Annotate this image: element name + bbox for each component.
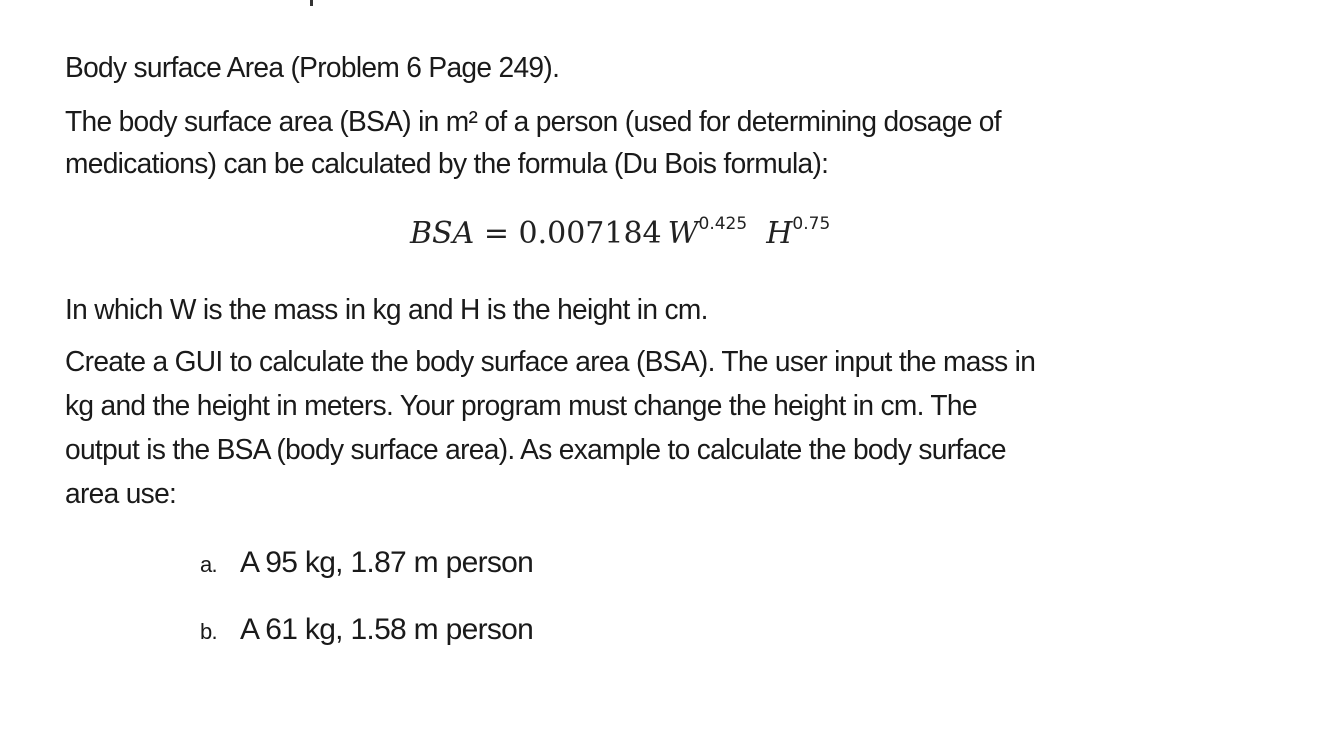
formula-h-exponent: 0.75 bbox=[792, 214, 831, 234]
definition-text: In which W is the mass in kg and H is the height in cm. bbox=[65, 294, 708, 326]
list-marker: b. bbox=[200, 619, 217, 644]
page-edge-mark bbox=[310, 0, 313, 6]
list-marker: a. bbox=[200, 552, 217, 577]
formula-equals: = bbox=[483, 216, 509, 251]
intro-line: The body surface area (BSA) in m² of a person (used for determining dosage of bbox=[65, 106, 1001, 138]
formula-w: W bbox=[667, 216, 699, 251]
formula-h: H bbox=[766, 216, 793, 251]
task-line: area use: bbox=[65, 478, 177, 510]
example-text: A 61 kg, 1.58 m person bbox=[240, 613, 534, 646]
intro-line: medications) can be calculated by the formula (Du Bois formula): bbox=[65, 148, 829, 180]
task-line: Create a GUI to calculate the body surface area (BSA). The user input the mass in bbox=[65, 346, 1036, 378]
task-line: kg and the height in meters. Your program must change the height in cm. The bbox=[65, 390, 977, 422]
formula-coefficient: 0.007184 bbox=[518, 216, 662, 251]
formula-w-exponent: 0.425 bbox=[698, 214, 748, 234]
bsa-formula bbox=[410, 214, 830, 251]
example-text: A 95 kg, 1.87 m person bbox=[240, 546, 534, 579]
example-item-b bbox=[200, 613, 533, 647]
task-line: output is the BSA (body surface area). As example to calculate the body surface bbox=[65, 434, 1006, 466]
problem-title: Body surface Area (Problem 6 Page 249). bbox=[65, 52, 560, 84]
example-item-a bbox=[200, 546, 533, 580]
formula-lhs: BSA bbox=[410, 216, 475, 251]
